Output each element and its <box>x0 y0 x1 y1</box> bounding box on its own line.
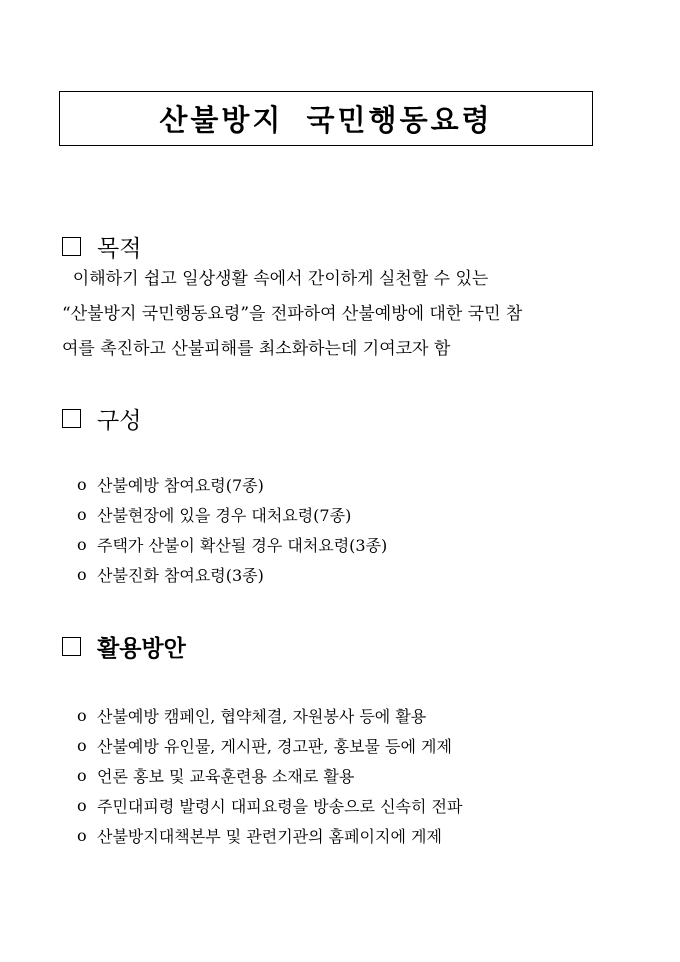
purpose-line-1: 이해하기 쉽고 일상생활 속에서 간이하게 실천할 수 있는 <box>62 269 489 289</box>
list-item-text: 산불현장에 있을 경우 대처요령(7종) <box>97 505 352 525</box>
list-item <box>77 730 462 760</box>
list-item-text: 산불예방 참여요령(7종) <box>97 475 264 495</box>
list-item <box>77 790 462 820</box>
document-title: 산불방지 국민행동요령 <box>159 103 493 137</box>
section-heading-usage-label: 활용방안 <box>97 635 186 662</box>
list-item-text: 주택가 산불이 확산될 경우 대처요령(3종) <box>97 535 388 555</box>
bullet-o-icon: o <box>77 504 87 524</box>
list-item <box>77 760 462 790</box>
checkbox-square-icon <box>62 409 81 428</box>
bullet-o-icon: o <box>77 795 87 815</box>
usage-list <box>77 700 462 850</box>
bullet-o-icon: o <box>77 705 87 725</box>
purpose-line-2: “산불방지 국민행동요령”을 전파하여 산불예방에 대한 국민 참 <box>62 304 523 324</box>
purpose-line-3: 여를 촉진하고 산불피해를 최소화하는데 기여코자 함 <box>62 339 451 359</box>
section-heading-purpose <box>62 230 141 263</box>
list-item <box>77 559 387 589</box>
structure-list <box>77 469 387 589</box>
section-heading-usage <box>62 630 186 663</box>
bullet-o-icon: o <box>77 564 87 584</box>
list-item <box>77 499 387 529</box>
bullet-o-icon: o <box>77 765 87 785</box>
bullet-o-icon: o <box>77 825 87 845</box>
list-item <box>77 469 387 499</box>
list-item-text: 산불진화 참여요령(3종) <box>97 565 264 585</box>
list-item-text: 언론 홍보 및 교육훈련용 소재로 활용 <box>97 766 355 786</box>
title-box <box>59 91 593 146</box>
list-item <box>77 529 387 559</box>
section-heading-purpose-label: 목적 <box>97 236 142 262</box>
list-item <box>77 700 462 730</box>
section-heading-structure-label: 구성 <box>97 408 142 434</box>
checkbox-square-icon <box>62 237 81 256</box>
checkbox-square-icon <box>62 637 81 656</box>
bullet-o-icon: o <box>77 474 87 494</box>
bullet-o-icon: o <box>77 534 87 554</box>
list-item <box>77 820 462 850</box>
section-heading-structure <box>62 402 141 435</box>
list-item-text: 산불예방 유인물, 게시판, 경고판, 홍보물 등에 게제 <box>97 736 452 756</box>
bullet-o-icon: o <box>77 735 87 755</box>
list-item-text: 산불예방 캠페인, 협약체결, 자원봉사 등에 활용 <box>97 706 427 726</box>
list-item-text: 산불방지대책본부 및 관련기관의 홈페이지에 게제 <box>97 826 442 846</box>
list-item-text: 주민대피령 발령시 대피요령을 방송으로 신속히 전파 <box>97 796 463 816</box>
